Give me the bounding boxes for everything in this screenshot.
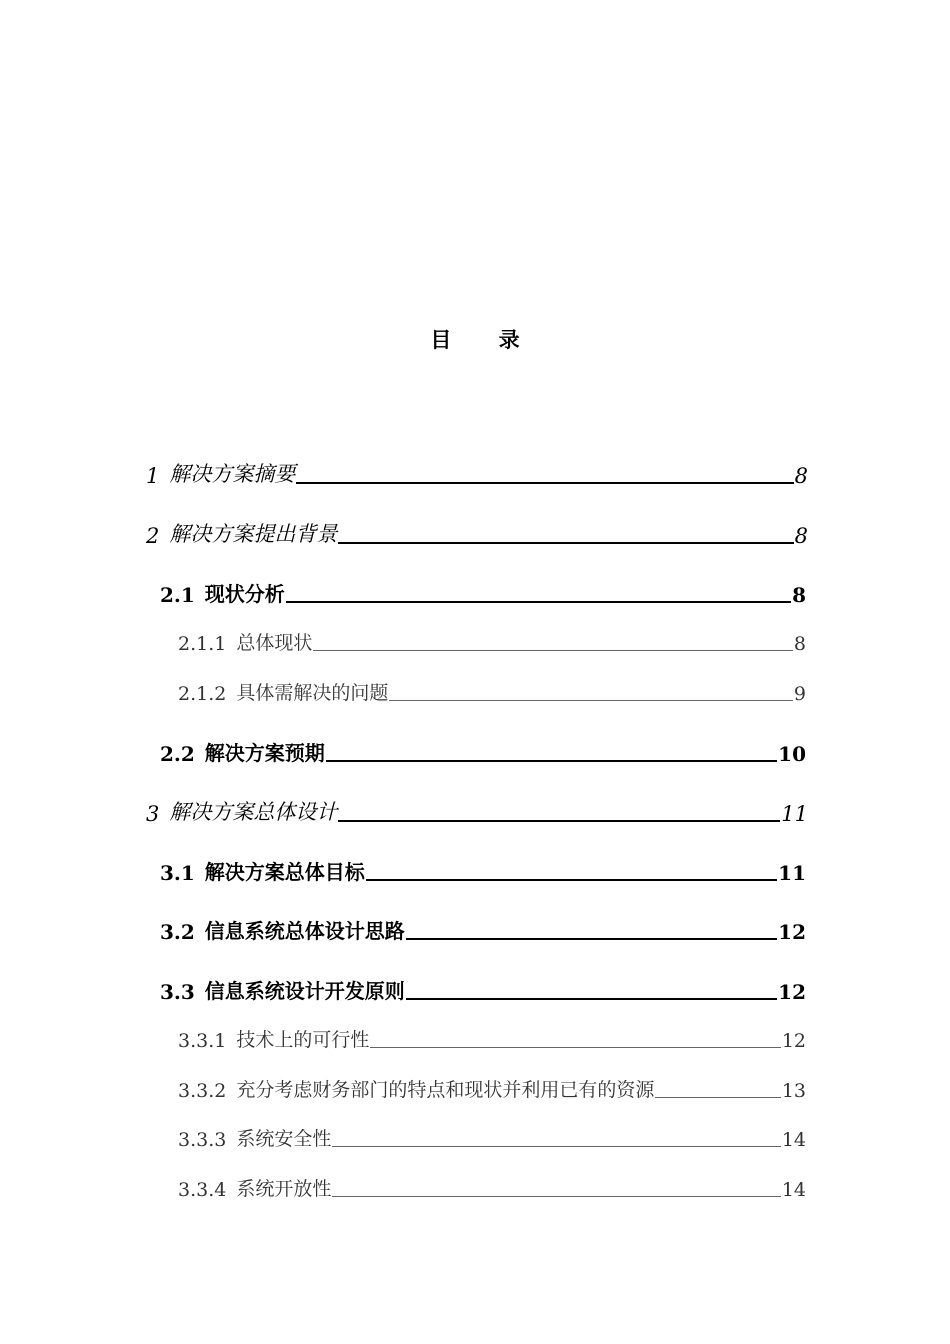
toc-entry-page: 8 [794, 464, 808, 488]
toc-entry-2-1-2[interactable] [178, 678, 806, 705]
toc-entry-page: 11 [778, 861, 806, 885]
toc-entry-page: 12 [778, 920, 806, 944]
toc-entry-text: 总体现状 [236, 632, 313, 654]
toc-entry-3-2[interactable] [160, 915, 806, 944]
toc-entry-text: 系统开放性 [236, 1178, 332, 1200]
toc-entry-page: 10 [778, 742, 806, 766]
toc-entry-text: 现状分析 [204, 582, 285, 606]
toc-entry-number: 3.3 [160, 980, 195, 1004]
toc-entry-number: 1 [146, 464, 160, 488]
toc-entry-number: 3.1 [160, 861, 195, 885]
toc-entry-3-1[interactable] [160, 856, 806, 885]
toc-entry-text: 系统安全性 [236, 1128, 332, 1150]
toc-leader-line [332, 1145, 780, 1147]
toc-entry-number: 3 [146, 802, 160, 826]
toc-entry-number: 2.2 [160, 742, 195, 766]
toc-entry-page: 11 [781, 802, 808, 826]
toc-leader-line [389, 699, 793, 701]
toc-leader-line [313, 649, 793, 651]
toc-leader-line [338, 819, 780, 822]
toc-entry-text: 解决方案总体设计 [169, 800, 338, 824]
toc-entry-text: 充分考虑财务部门的特点和现状并利用已有的资源 [236, 1079, 655, 1101]
toc-entry-text: 解决方案预期 [204, 741, 325, 765]
toc-leader-line [655, 1096, 780, 1098]
toc-entry-text: 技术上的可行性 [236, 1029, 370, 1051]
toc-entry-3-3-4[interactable] [178, 1174, 806, 1201]
toc-entry-number: 2.1.1 [178, 633, 227, 655]
toc-entry-page: 14 [781, 1179, 806, 1201]
toc-entry-page: 12 [781, 1030, 806, 1052]
toc-entry-3-3-3[interactable] [178, 1124, 806, 1151]
toc-entry-text: 信息系统设计开发原则 [204, 979, 405, 1003]
toc-entry-number: 3.2 [160, 920, 195, 944]
toc-leader-line [332, 1195, 780, 1197]
toc-entry-text: 解决方案总体目标 [204, 860, 365, 884]
toc-entry-number: 2.1 [160, 583, 195, 607]
toc-entry-3-3[interactable] [160, 975, 806, 1004]
toc-entry-number: 3.3.1 [178, 1030, 227, 1052]
toc-entry-text: 解决方案提出背景 [169, 522, 338, 546]
toc-entry-number: 2 [146, 524, 160, 548]
toc-entry-text: 具体需解决的问题 [236, 682, 389, 704]
toc-entry-text: 信息系统总体设计思路 [204, 919, 405, 943]
toc-entry-page: 8 [792, 583, 806, 607]
toc-entry-2-1-1[interactable] [178, 628, 806, 655]
toc-entry-3-3-1[interactable] [178, 1025, 806, 1052]
toc-entry-page: 12 [778, 980, 806, 1004]
toc-leader-line [296, 481, 793, 484]
toc-entry-number: 3.3.2 [178, 1080, 227, 1102]
toc-entry-1[interactable] [146, 458, 808, 488]
toc-leader-line [286, 600, 791, 603]
toc-leader-line [406, 997, 777, 1000]
toc-entry-page: 8 [794, 524, 808, 548]
toc-entry-number: 2.1.2 [178, 683, 227, 705]
toc-leader-line [366, 878, 777, 881]
toc-entry-number: 3.3.3 [178, 1129, 227, 1151]
toc-leader-line [338, 541, 793, 544]
toc-entry-page: 13 [781, 1080, 806, 1102]
toc-entry-page: 9 [793, 683, 806, 705]
toc-entry-2[interactable] [146, 518, 808, 548]
toc-entry-2-2[interactable] [160, 737, 806, 766]
toc-entry-page: 14 [781, 1129, 806, 1151]
toc-leader-line [326, 759, 777, 762]
toc-leader-line [406, 937, 777, 940]
toc-entry-2-1[interactable] [160, 578, 806, 607]
page-title: 目 录 [430, 327, 540, 352]
toc-leader-line [370, 1046, 780, 1048]
toc-entry-3-3-2[interactable] [178, 1075, 806, 1102]
toc-entry-text: 解决方案摘要 [169, 462, 296, 486]
toc-entry-3[interactable] [146, 796, 808, 826]
toc-entry-number: 3.3.4 [178, 1179, 227, 1201]
toc-entry-page: 8 [793, 633, 806, 655]
